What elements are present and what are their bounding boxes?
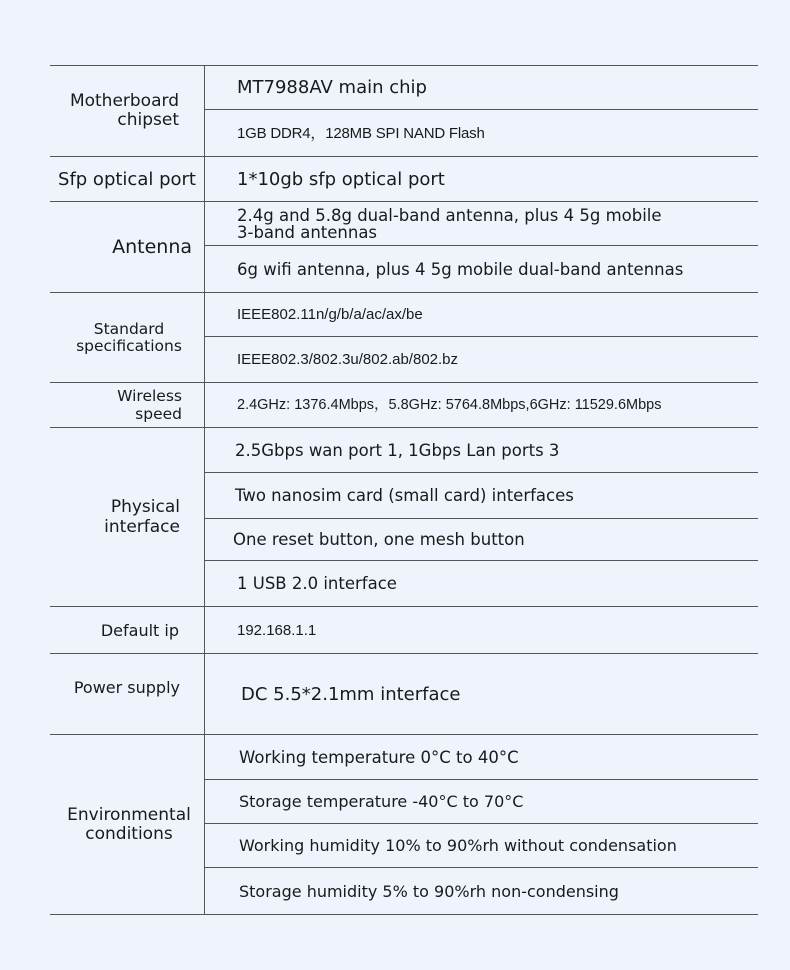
spec-label-environment: Environmental conditions — [50, 735, 205, 914]
spec-value-antenna-2: 6g wifi antenna, plus 4 5g mobile dual-band antennas — [237, 259, 684, 279]
spec-value-ports: 2.5Gbps wan port 1, 1Gbps Lan ports 3 — [205, 428, 758, 473]
spec-value-memory: 1GB DDR4，128MB SPI NAND Flash — [237, 124, 485, 142]
spec-label-standard: Standard specifications — [50, 293, 205, 382]
spec-group-power — [50, 654, 758, 735]
spec-value-buttons: One reset button, one mesh button — [205, 519, 758, 561]
spec-group-physical — [50, 428, 758, 607]
spec-group-wireless — [50, 383, 758, 428]
spec-table — [50, 65, 758, 915]
spec-value-work-humidity: Working humidity 10% to 90%rh without condensation — [205, 824, 758, 868]
spec-label-physical: Physical interface — [50, 428, 205, 606]
spec-value-main-chip: MT7988AV main chip — [205, 66, 758, 110]
spec-value-standard-ethernet: IEEE802.3/802.3u/802.ab/802.bz — [237, 351, 459, 368]
spec-group-standard — [50, 293, 758, 383]
spec-value-power: DC 5.5*2.1mm interface — [241, 683, 461, 705]
spec-value-standard-wifi: IEEE802.11n/g/b/a/ac/ax/be — [205, 293, 758, 337]
spec-value-usb: 1 USB 2.0 interface — [237, 574, 397, 593]
spec-group-default-ip — [50, 607, 758, 654]
spec-group-sfp — [50, 157, 758, 202]
spec-label-wireless: Wireless speed — [50, 383, 205, 427]
spec-group-antenna — [50, 202, 758, 293]
spec-value-work-temp: Working temperature 0°C to 40°C — [205, 735, 758, 780]
spec-value-default-ip: 192.168.1.1 — [237, 621, 317, 639]
spec-label-antenna: Antenna — [50, 202, 205, 292]
spec-value-storage-temp: Storage temperature -40°C to 70°C — [205, 780, 758, 824]
spec-group-motherboard — [50, 66, 758, 157]
spec-group-environment — [50, 735, 758, 915]
spec-label-power: Power supply — [50, 654, 205, 734]
spec-value-storage-humidity: Storage humidity 5% to 90%rh non-condensing — [239, 881, 619, 901]
spec-value-sfp: 1*10gb sfp optical port — [237, 168, 445, 190]
spec-value-antenna-1: 2.4g and 5.8g dual-band antenna, plus 4 5g mobile 3-band antennas — [205, 202, 758, 246]
spec-label-sfp: Sfp optical port — [50, 157, 205, 201]
spec-label-default-ip: Default ip — [50, 607, 205, 653]
spec-value-sim: Two nanosim card (small card) interfaces — [205, 473, 758, 519]
spec-label-motherboard: Motherboard chipset — [50, 66, 205, 156]
spec-value-wireless-speed: 2.4GHz: 1376.4Mbps，5.8GHz: 5764.8Mbps,6GHz: 11529.6Mbps — [237, 396, 662, 413]
